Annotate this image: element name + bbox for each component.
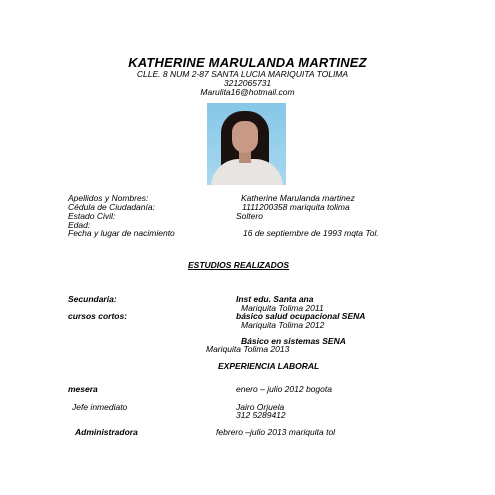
birth-label: Fecha y lugar de nacimiento [68, 228, 175, 238]
boss-phone: 312 5289412 [236, 410, 286, 420]
id-value: 1111200358 mariquita tolima [242, 202, 350, 212]
course1: básico salud ocupacional SENA [236, 311, 366, 321]
email: Marulita16@hotmail.com [200, 87, 295, 97]
resume-name: KATHERINE MARULANDA MARTINEZ [128, 55, 367, 70]
course2-place: Mariquita Tolima 2013 [206, 344, 290, 354]
age-label: Edad: [68, 220, 91, 230]
birth-value: 16 de septiembre de 1993 mqta Tol. [243, 228, 379, 238]
job2-dates: febrero –julio 2013 mariquita tol [216, 427, 336, 437]
civil-label: Estado Civil: [68, 211, 116, 221]
phone: 3212065731 [223, 78, 272, 88]
job1-dates: enero – julio 2012 bogota [236, 384, 332, 394]
job1-title: mesera [68, 384, 98, 394]
profile-photo [207, 103, 286, 185]
boss-name: Jairo Orjuela [236, 402, 285, 412]
job2-title: Administradora [75, 427, 138, 437]
courses-label: cursos cortos: [68, 311, 128, 321]
address: CLLE. 8 NUM 2-87 SANTA LUCIA MARIQUITA TOLIMA [136, 69, 349, 79]
civil-value: Soltero [236, 211, 263, 221]
experience-heading: EXPERIENCIA LABORAL [218, 361, 320, 371]
course1-place: Mariquita Tolima 2012 [241, 320, 325, 330]
studies-heading: ESTUDIOS REALIZADOS [188, 260, 290, 270]
boss-label: Jefe inmediato [72, 402, 128, 412]
secondary-label: Secundaria: [68, 294, 117, 304]
id-label: Cédula de Ciudadanía: [68, 202, 155, 212]
name-value: Katherine Marulanda martinez [241, 193, 355, 203]
secondary-place: Mariquita Tolima 2011 [241, 303, 324, 313]
secondary-school: Inst edu. Santa ana [236, 294, 314, 304]
course2: Básico en sistemas SENA [241, 336, 346, 346]
name-label: Apellidos y Nombres: [68, 193, 149, 203]
